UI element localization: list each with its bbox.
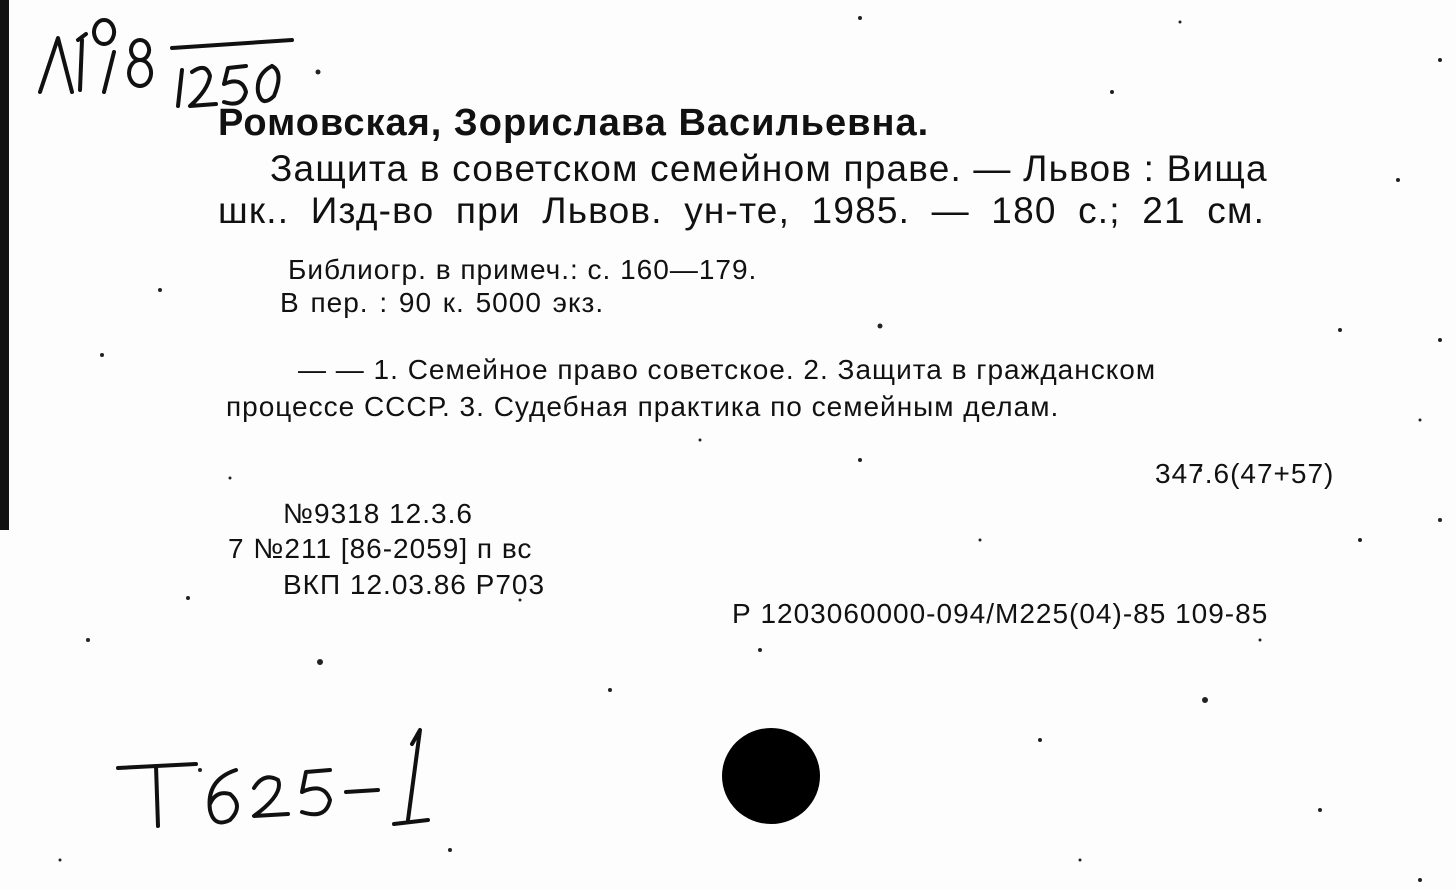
subjects-line-1: — — 1. Семейное право советское. 2. Защита в гражданском — [298, 354, 1157, 385]
registry-code-3: ВКП 12.03.86 Р703 — [283, 569, 546, 600]
punch-hole — [722, 728, 820, 824]
title-line-2: шк.. Изд-во при Львов. ун-те, 1985. — 180 с.; 21 см. — [218, 190, 1266, 231]
price-note: В пер. : 90 к. 5000 экз. — [280, 287, 605, 318]
title-line-1: Защита в советском семейном праве. — Львов : Вища — [270, 148, 1268, 189]
bibliography-note: Библиогр. в примеч.: с. 160—179. — [288, 254, 758, 285]
subjects-line-2: процессе СССР. 3. Судебная практика по семейным делам. — [226, 391, 1060, 422]
classification-code: 347.6(47+57) — [1155, 458, 1335, 489]
registry-code-1: №9318 12.3.6 — [283, 498, 473, 529]
registry-code-2: 7 №211 [86-2059] п вс — [228, 533, 533, 564]
publisher-code: Р 1203060000-094/М225(04)-85 109-85 — [732, 598, 1269, 629]
author-heading: Ромовская, Зорислава Васильевна. — [218, 102, 930, 144]
